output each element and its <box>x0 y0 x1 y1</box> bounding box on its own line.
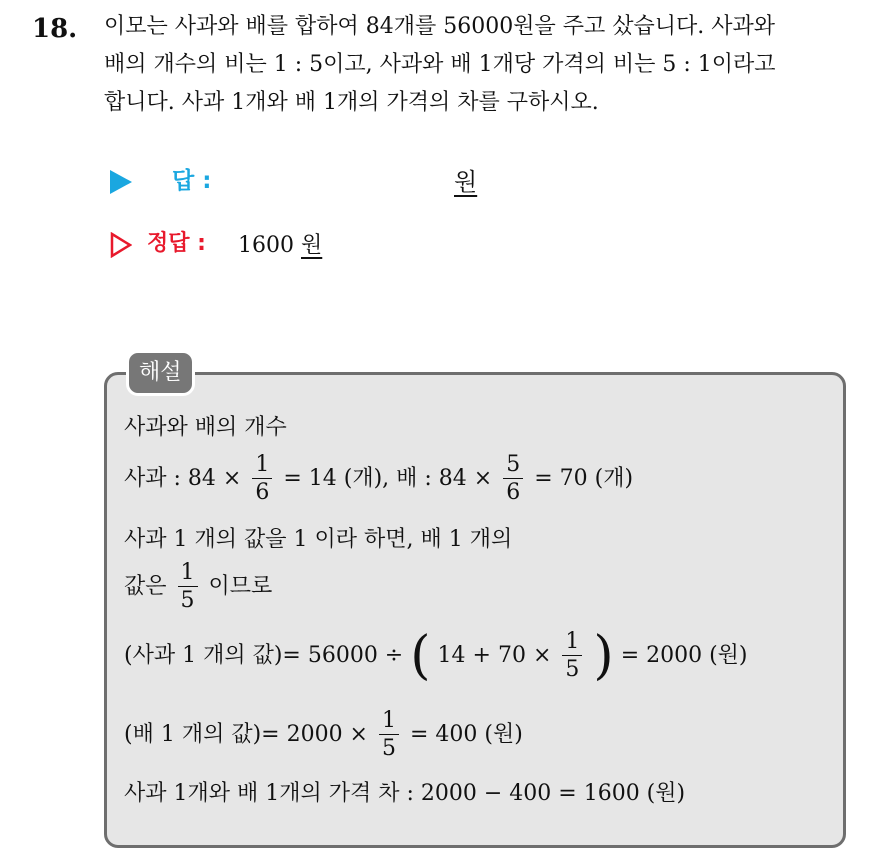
expr-text: = 400 (원) <box>410 722 523 747</box>
numerator: 1 <box>379 710 399 735</box>
expr-text: (사과 1 개의 값)= 56000 ÷ <box>124 643 404 668</box>
explanation-line-2 <box>124 454 633 504</box>
explanation-line-6 <box>124 710 523 760</box>
denominator: 5 <box>180 588 195 613</box>
fraction <box>562 631 582 681</box>
fraction <box>252 454 272 504</box>
numerator: 1 <box>562 631 582 656</box>
denominator: 6 <box>506 480 521 505</box>
expr-text: 값은 <box>124 574 167 599</box>
denominator: 5 <box>382 736 396 761</box>
fraction <box>379 710 399 760</box>
question-line: 이모는 사과와 배를 합하여 84개를 56000원을 주고 샀습니다. 사과와 <box>104 14 775 39</box>
outline-triangle-icon <box>110 232 132 258</box>
expr-text: = 2000 (원) <box>620 643 748 668</box>
expr-text: (배 1 개의 값)= 2000 × <box>124 722 368 747</box>
answer-unit: 원 <box>454 168 478 196</box>
solid-triangle-icon <box>110 170 132 194</box>
correct-answer-value: 1600 <box>238 233 294 258</box>
explanation-line-5 <box>124 626 748 686</box>
correct-answer-unit: 원 <box>301 233 323 258</box>
expr-text: = 14 (개), 배 : 84 × <box>283 466 493 491</box>
denominator: 5 <box>565 657 580 682</box>
numerator: 1 <box>252 454 272 479</box>
question-number: 18. <box>32 14 78 44</box>
expr-text: = 70 (개) <box>534 466 634 491</box>
explanation-line-3: 사과 1 개의 값을 1 이라 하면, 배 1 개의 <box>124 527 513 552</box>
explanation-tab: 해설 <box>126 350 195 396</box>
expr-text: 사과 : 84 × <box>124 466 242 491</box>
left-paren: ( <box>410 626 431 686</box>
fraction <box>178 562 198 612</box>
numerator: 1 <box>178 562 198 587</box>
question-line: 배의 개수의 비는 1 : 5이고, 사과와 배 1개당 가격의 비는 5 : 1이라고 <box>104 52 776 77</box>
explanation-line-7: 사과 1개와 배 1개의 가격 차 : 2000 − 400 = 1600 (원) <box>124 781 686 806</box>
explanation-line-1: 사과와 배의 개수 <box>124 415 287 440</box>
correct-answer-label: 정답 : <box>147 231 206 256</box>
fraction <box>503 454 523 504</box>
explanation-line-4 <box>124 562 272 612</box>
expr-text: 14 + 70 × <box>437 643 552 668</box>
question-line: 합니다. 사과 1개와 배 1개의 가격의 차를 구하시오. <box>104 90 599 115</box>
numerator: 5 <box>503 454 523 479</box>
answer-label: 답 : <box>172 168 212 194</box>
correct-answer <box>238 228 322 259</box>
right-paren: ) <box>593 626 614 686</box>
denominator: 6 <box>255 480 270 505</box>
expr-text: 이므로 <box>208 574 273 599</box>
question-text <box>104 8 864 122</box>
